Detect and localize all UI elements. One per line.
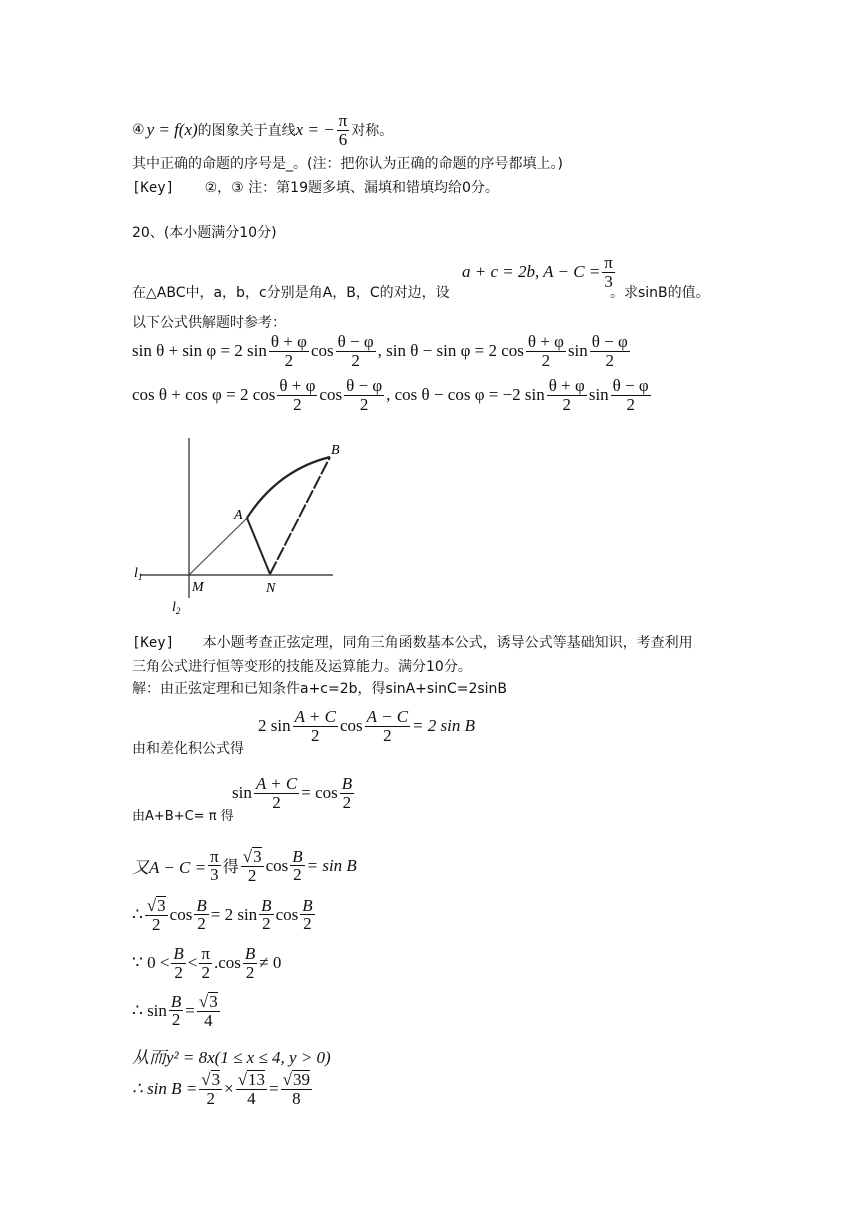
frac-b-over-2: $\frac{B}{2}$ (196, 895, 207, 934)
key20-line1: [Key] 本小题考查正弦定理，同角三角函数基本公式，诱导公式等基础知识，考查利用 (132, 635, 693, 651)
sqrt3-over-2: $\frac{√3}{2}$ (242, 847, 262, 885)
pi-over-3: $\frac{\pi}{3}$ (604, 253, 613, 291)
label-l2: $l_2$ (172, 600, 181, 616)
key20-line2: 三角公式进行恒等变形的技能及运算能力。满分10分。 (132, 659, 472, 675)
label-l1: $l_1$ (134, 566, 143, 582)
step6: ∴ sin $\frac{B}{2}$ = $\frac{√3}{4}$ (132, 991, 218, 1030)
frac-theta-minus-phi: $\frac{\theta - \varphi}{2}$ (346, 376, 383, 414)
statement-suffix: 。求sinB的值。 (610, 285, 710, 301)
item4-line (132, 108, 393, 152)
segment-MA (189, 518, 247, 575)
sqrt3-over-2: $\frac{√3}{2}$ (201, 1070, 221, 1108)
formula-line-1: sin θ + sin φ = 2 sin $\frac{\theta + \varphi}{2}$ cos $\frac{\theta - \varphi}{2}$ , sin θ − sin φ = 2 cos $\frac{\theta + \varphi}{2}$ sin $\frac{\theta - \varphi}{2}$ (132, 332, 628, 370)
frac-theta-plus-phi: $\frac{\theta + \varphi}{2}$ (527, 332, 564, 370)
segment-AN (247, 518, 270, 574)
sqrt13-over-4: $\frac{√13}{4}$ (237, 1070, 266, 1108)
frac-b-over-2: $\frac{B}{2}$ (261, 895, 272, 934)
parabola-arc-AB (247, 457, 330, 518)
step3: 又A − C = $\frac{\pi}{3}$ 得 $\frac{√3}{2}$ cos $\frac{B}{2}$ = sin B (132, 846, 357, 885)
frac-b-over-2: $\frac{B}{2}$ (173, 944, 184, 982)
step4: ∴ $\frac{√3}{2}$ cos $\frac{B}{2}$ = 2 sin $\frac{B}{2}$ cos $\frac{B}{2}$ (132, 895, 313, 934)
key19-line (132, 177, 499, 197)
formula-line-2: cos θ + cos φ = 2 cos $\frac{\theta + \varphi}{2}$ cos $\frac{\theta - \varphi}{2}$ , cos θ − cos φ = −2 sin $\frac{\theta + \varphi}{2}$ sin $\frac{\theta - \varphi}{2}$ (132, 376, 649, 414)
label-N: N (266, 581, 276, 596)
sqrt3-over-4: $\frac{√3}{4}$ (198, 992, 218, 1030)
frac-theta-minus-phi: $\frac{\theta - \varphi}{2}$ (612, 376, 649, 414)
step5: ∵ 0 < $\frac{B}{2}$ < $\frac{\pi}{2}$ .cos $\frac{B}{2}$ ≠ 0 (132, 944, 282, 982)
step2-eq: sin $\frac{A + C}{2}$ = cos $\frac{B}{2}$ (232, 774, 353, 812)
step2-label: 由A+B+C= π 得 (132, 809, 234, 824)
frac-b-over-2: $\frac{B}{2}$ (302, 895, 313, 934)
frac-theta-minus-phi: $\frac{\theta - \varphi}{2}$ (591, 332, 628, 370)
step7: 从而y² = 8x(1 ≤ x ≤ 4, y > 0) (132, 1048, 331, 1067)
sqrt3-over-2: $\frac{√3}{2}$ (146, 896, 166, 934)
question20-heading: 20、(本小题满分10分) (132, 225, 277, 241)
frac-theta-plus-phi: $\frac{\theta + \varphi}{2}$ (270, 332, 307, 370)
frac-b-over-2: $\frac{B}{2}$ (244, 944, 256, 982)
frac-theta-minus-phi: $\frac{\theta - \varphi}{2}$ (337, 332, 374, 370)
question19-prompt: 其中正确的命题的序号是_。(注：把你认为正确的命题的序号都填上。) (132, 156, 563, 172)
segment-NB (270, 457, 330, 574)
step1-label: 由和差化积公式得 (132, 741, 244, 757)
frac-a-plus-c-over-2: $\frac{A + C}{2}$ (294, 707, 336, 745)
step1-eq: 2 sin $\frac{A + C}{2}$ cos $\frac{A - C}{2}$ = 2 sin B (258, 707, 475, 745)
question20-statement (132, 282, 710, 302)
frac-b-over-2: $\frac{B}{2}$ (292, 846, 303, 885)
line-equation: x = − (295, 120, 335, 139)
pi-over-3: $\frac{\pi}{3}$ (210, 846, 219, 885)
condition-eq: a + c = 2b, A − C = (462, 262, 601, 282)
pi-over-2: $\frac{\pi}{2}$ (201, 944, 210, 982)
pi-over-6: $\frac{\pi}{6}$ (338, 110, 348, 149)
frac-b-over-2: $\frac{B}{2}$ (170, 991, 182, 1030)
label-B: B (331, 443, 340, 458)
formula-intro: 以下公式供解题时参考： (132, 315, 286, 331)
step8: ∴ sin B = $\frac{√3}{2}$ × $\frac{√13}{4}$ = $\frac{√39}{8}$ (132, 1070, 310, 1108)
frac-a-plus-c-over-2: $\frac{A + C}{2}$ (255, 774, 298, 812)
key-label: [Key] (132, 180, 175, 196)
sqrt39-over-8: $\frac{√39}{8}$ (282, 1070, 310, 1108)
frac-theta-plus-phi: $\frac{\theta + \varphi}{2}$ (279, 376, 316, 414)
function-expr: y = f(x) (146, 120, 198, 139)
circled-number: ④ (132, 122, 145, 138)
key19-text: ②，③ 注：第19题多填、漏填和错填均给0分。 (204, 180, 499, 196)
item4-text2: 对称。 (351, 123, 394, 139)
key20-line3: 解：由正弦定理和已知条件a+c=2b，得sinA+sinC=2sinB (132, 681, 508, 697)
label-A: A (234, 508, 243, 523)
geometry-figure (130, 430, 370, 620)
question20-condition (462, 254, 617, 291)
frac-theta-plus-phi: $\frac{\theta + \varphi}{2}$ (548, 376, 585, 414)
item4-text1: 的图象关于直线 (197, 123, 296, 139)
statement-prefix: 在△ABC中，a，b，c分别是角A，B，C的对边，设 (132, 285, 450, 301)
key-label: [Key] (132, 635, 175, 651)
frac-a-minus-c-over-2: $\frac{A - C}{2}$ (366, 707, 409, 745)
frac-b-over-2: $\frac{B}{2}$ (341, 774, 353, 812)
label-M: M (192, 580, 204, 595)
